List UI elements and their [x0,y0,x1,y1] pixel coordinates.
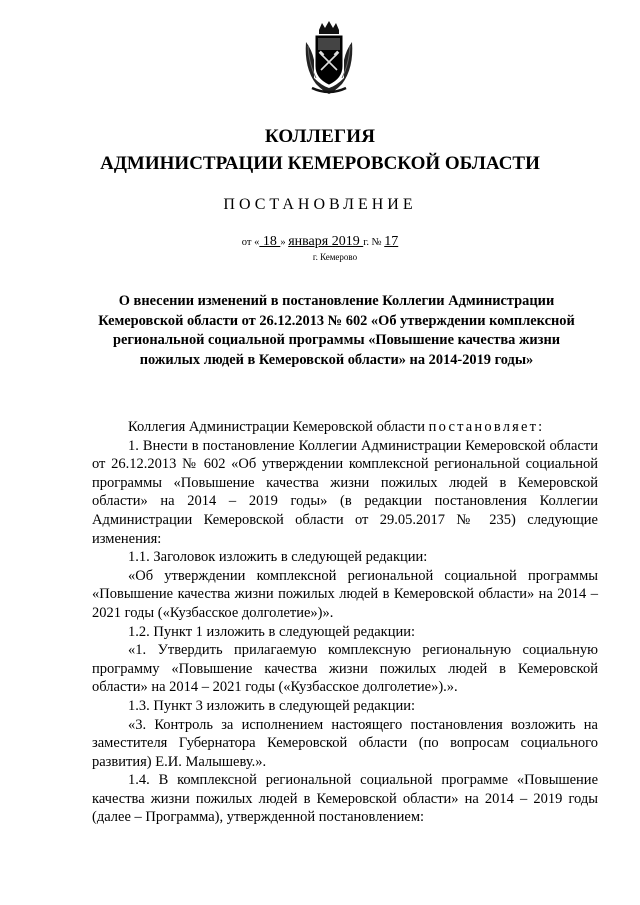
document-title: О внесении изменений в постановление Коллегии Администрации Кемеровской области от 26.12.2013 № 602 «Об утверждении комплексной региональной социальной программы «Повышение качества жизни пожилых людей в Кемеровской области» на 2014-2019 годы» [98,293,575,368]
paragraph-1-2: 1.2. Пункт 1 изложить в следующей редакции: [128,623,416,640]
date-day: 18 [259,234,281,249]
org-name-line-1: КОЛЛЕГИЯ [264,126,376,147]
date-year-suffix: г. № [363,237,385,248]
paragraph-1-1-text: «Об утверждении комплексной региональной социальной программы «Повышение качества жизни пожилых людей в Кемеровской области» на 2014 – 2021 годы («Кузбасское долголетие»)». [92,567,598,621]
intro-text: Коллегия Администрации Кемеровской области [128,419,429,435]
org-name-line-2: АДМИНИСТРАЦИИ КЕМЕРОВСКОЙ ОБЛАСТИ [100,153,540,174]
date-mid: » [280,237,289,248]
paragraph-1-1: 1.1. Заголовок изложить в следующей редакции: [128,549,428,566]
document-number: 17 [384,234,399,249]
paragraph-1-4: 1.4. В комплексной региональной социальной программе «Повышение качества жизни пожилых людей в Кемеровской области» на 2014 – 2019 годы (далее – Программа), утвержденной постановлением: [92,772,598,826]
intro-verb: постановляет: [428,419,545,435]
date-prefix: от « [241,237,260,248]
paragraph-1-3: 1.3. Пункт 3 изложить в следующей редакции: [128,697,416,714]
intro-paragraph [92,418,598,437]
paragraph-1: 1. Внести в постановление Коллегии Администрации Кемеровской области от 26.12.2013 № 602 «Об утверждении комплексной региональной социальной программы «Повышение качества жизни пожилых людей в Кемеровской области» на 2014 – 2019 годы» (в редакции постановления Коллегии Администрации Кемеровской области от 29.05.2017 № 235) следующие изменения: [92,437,598,547]
date-month-year: января 2019 [288,234,364,249]
paragraph-1-3-text: «3. Контроль за исполнением настоящего постановления возложить на заместителя Губернатора Кемеровской области (по вопросам социального развития) Е.И. Малышеву.». [92,716,598,770]
date-line [0,234,640,250]
city-label: г. Кемерово [312,252,358,262]
document-body [92,418,598,827]
coat-of-arms-icon [302,20,356,96]
document-type: ПОСТАНОВЛЕНИЕ [223,196,417,213]
paragraph-1-2-text: «1. Утвердить прилагаемую комплексную региональную социальную программу «Повышение качества жизни пожилых людей в Кемеровской области» на 2014 – 2021 годы («Кузбасское долголетие»).». [92,642,598,696]
